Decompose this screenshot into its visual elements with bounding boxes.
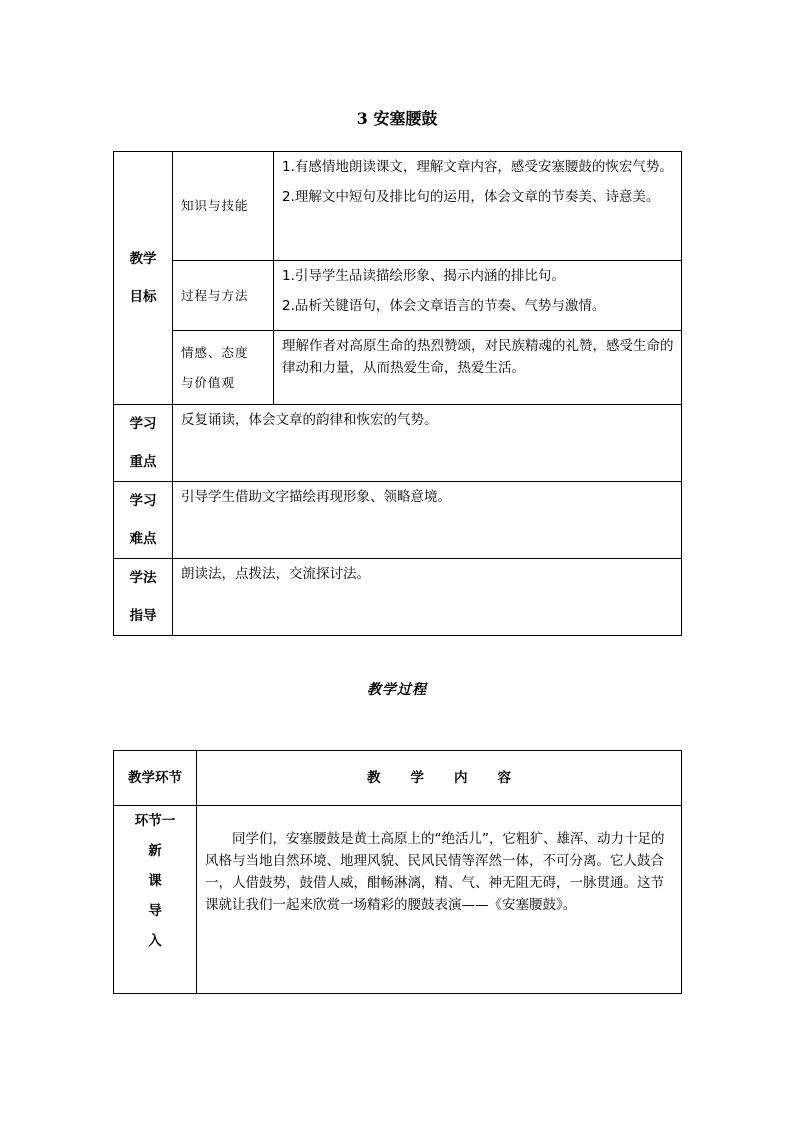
- knowledge-label: 知识与技能: [173, 152, 274, 261]
- stage-cell: 环节一 新 课 导 入: [114, 806, 197, 994]
- page-title: 3 安塞腰鼓: [356, 109, 438, 128]
- emotion-label: 情感、态度 与价值观: [173, 331, 274, 405]
- emotion-content: 理解作者对高原生命的热烈赞颂，对民族精魂的礼赞，感受生命的律动和力量，从而热爱生命，热爱生活。: [274, 331, 682, 405]
- process-title: 教学过程: [367, 682, 427, 698]
- content-column-header: 教学内容: [197, 751, 682, 806]
- knowledge-content: 1.有感情地朗读课文，理解文章内容，感受安塞腰鼓的恢宏气势。 2.理解文中短句及排比句的运用，体会文章的节奏美、诗意美。: [274, 152, 682, 261]
- key-points-content: 反复诵读，体会文章的韵律和恢宏的气势。: [173, 405, 682, 482]
- intro-content: 同学们，安塞腰鼓是黄土高原上的“绝活儿”，它粗犷、雄浑、动力十足的风格与当地自然环境、地理风貌、民风民情等浑然一体，不可分离。它人鼓合一，人借鼓势，鼓借人威，酣畅淋漓，精、气、神无阻无碍，一脉贯通。这节课就让我们一起来欣赏一场精彩的腰鼓表演——《安塞腰鼓》。: [197, 806, 682, 994]
- methods-label: 学法 指导: [114, 559, 173, 636]
- process-table: [113, 750, 682, 994]
- methods-content: 朗读法，点拨法，交流探讨法。: [173, 559, 682, 636]
- objectives-table: [113, 151, 682, 636]
- stage-column-header: 教学环节: [114, 751, 197, 806]
- difficulties-label: 学习 难点: [114, 482, 173, 559]
- process-content: 1.引导学生品读描绘形象、揭示内涵的排比句。 2.品析关键语句，体会文章语言的节奏、气势与激情。: [274, 261, 682, 331]
- objectives-label: 教学 目标: [114, 152, 173, 405]
- process-label: 过程与方法: [173, 261, 274, 331]
- difficulties-content: 引导学生借助文字描绘再现形象、领略意境。: [173, 482, 682, 559]
- key-points-label: 学习 重点: [114, 405, 173, 482]
